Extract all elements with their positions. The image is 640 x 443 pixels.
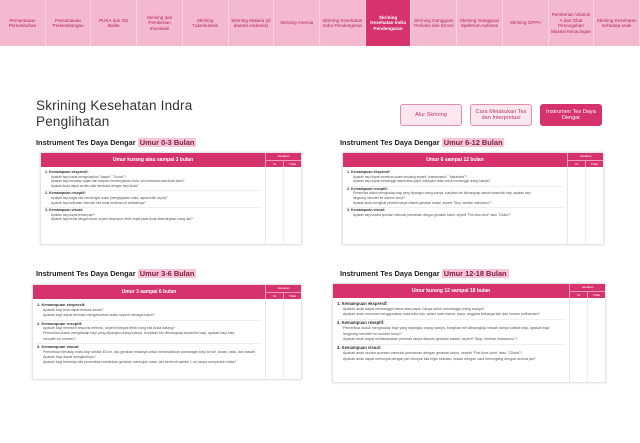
nav-item[interactable]: Skrining dan Pemberian Imunisasi bbox=[137, 0, 183, 46]
nav-item[interactable]: Skrining Tuberkulosis bbox=[183, 0, 229, 46]
question-group-title: 1. Kemampuan ekspresif: bbox=[45, 170, 89, 174]
question-group bbox=[337, 345, 565, 362]
question-list bbox=[343, 167, 567, 244]
answer-no-column[interactable] bbox=[283, 299, 301, 379]
nav-item[interactable]: Skrining Kesehatan terhadap anak bbox=[594, 0, 640, 46]
question-item: Apakah anak dapat menunjuk dengan jari telunjuk bila ingin sesuatu, bukan dengan cara memegang dengan semua jari? bbox=[343, 356, 536, 361]
nav-item[interactable]: Skrining Anemia bbox=[274, 0, 320, 46]
card-header bbox=[343, 153, 603, 167]
question-item: Apakah anak secara spontan memulai permainan dengan gerakan tubuh, seperti "Pok Ame-Ame" atau "Ciluba"? bbox=[343, 351, 523, 356]
question-group bbox=[45, 208, 261, 222]
age-range-header: Umur kurang atau sampai 3 bulan bbox=[41, 153, 265, 167]
question-item: Apakah bayi secara spontan memulai permainan dengan gerakan tubuh, seperti "Pok Ame-Ame" atau "Ciluba"? bbox=[353, 212, 511, 217]
question-group bbox=[37, 321, 261, 342]
question-item: Apakah bayi dapat memanggil mama atau papa, walaupun tidak untuk memanggil orang tuanya? bbox=[353, 179, 491, 184]
nav-item[interactable]: Skrining GPPH bbox=[503, 0, 549, 46]
question-group-title: 3. Kemampuan visual: bbox=[347, 207, 385, 212]
content-tabs bbox=[400, 104, 602, 126]
tab-instrumen-tes-daya-dengar[interactable]: Instrumen Tes Daya Dengar bbox=[540, 104, 602, 126]
question-item: Apakah Anda dapat seolah-olah berbicara dengan bayi Anda? bbox=[51, 183, 139, 188]
question-group-title: 1. Kemampuan ekspresif: bbox=[37, 302, 86, 307]
instrument-card-12-18 bbox=[332, 283, 606, 383]
instrument-card-3-6 bbox=[32, 284, 302, 380]
question-group-title: 3. Kemampuan visual: bbox=[37, 344, 80, 350]
tab-alur-skrining[interactable]: Alur Skrining bbox=[400, 104, 462, 126]
question-item: Pemeriksa duduk menghadap bayi yang dipangku orang tuanya, bunyikan bel dibuangkap bawah tampa kelihat bayi, apakah bayi bbox=[343, 326, 550, 331]
question-group bbox=[347, 208, 563, 217]
nav-item[interactable]: Skrining Gangguan Spektrum Autisme bbox=[457, 0, 503, 46]
top-navigation bbox=[0, 0, 640, 46]
age-range-header: Umur kurang 12 sampai 18 bulan bbox=[333, 284, 569, 298]
answer-columns-header bbox=[569, 284, 605, 298]
question-item: Pemeriksa duduk menghadap bayi yang dipangku orang tuanya, bunyikan bel dibuangkap kanan/kiri bayi, apakah bayi bisa bbox=[43, 331, 235, 336]
answer-yes-column[interactable] bbox=[266, 167, 283, 244]
nav-item[interactable]: Skrining Malaria (di daerah endemis) bbox=[229, 0, 275, 46]
card-header bbox=[333, 284, 605, 298]
question-group bbox=[45, 170, 261, 189]
question-group-title: 2. Kemampuan reseptif: bbox=[347, 186, 388, 191]
question-group bbox=[37, 344, 261, 365]
card-header bbox=[41, 153, 301, 167]
question-item: Apakah bayi menatap wajah dan tampak mendengarkan Anda, lalu berbicara saat Anda diam? bbox=[51, 179, 185, 184]
answer-no-column[interactable] bbox=[283, 167, 301, 244]
question-group-title: 1. Kemampuan ekspresif: bbox=[337, 301, 388, 306]
section-title-text: Instrument Tes Daya Dengar bbox=[36, 138, 136, 147]
question-group bbox=[347, 170, 563, 184]
nav-item[interactable]: Skrining Kesehatan Indra Pendengaran bbox=[366, 0, 412, 46]
answer-header: Jawaban bbox=[266, 153, 301, 161]
answer-columns bbox=[569, 298, 605, 382]
tab-cara-melakukan-tes[interactable]: Cara Melakukan Tes dan Interpretasi bbox=[470, 104, 532, 126]
question-item: Apakah bayi bisa dapat tertawa keras? bbox=[43, 307, 104, 312]
answer-no-header: Tidak bbox=[283, 293, 301, 300]
question-item: Apakah bayi dapat mengikutinya? bbox=[43, 355, 96, 360]
answer-columns-header bbox=[567, 153, 603, 167]
question-list bbox=[33, 299, 265, 379]
instrument-card-0-3 bbox=[40, 152, 302, 245]
section-title-12-18 bbox=[340, 269, 509, 278]
answer-yes-header: Ya bbox=[272, 161, 277, 166]
question-item: Apakah bayi berkedip bila pemeriksa melakukan gerakan menunjuk mata, lalu berhenti sekitar 1 cm tanpa menyentuh mata? bbox=[43, 360, 237, 365]
answer-header: Jawaban bbox=[570, 284, 605, 292]
instrument-card-6-12 bbox=[342, 152, 604, 245]
question-item: Apakah bayi kenal dengan Anda, seperti tersenyum lebih cepat pada Anda dibandingkan orang lain? bbox=[51, 217, 193, 222]
question-item: langsung menoleh ke sumber bunyi? bbox=[353, 195, 406, 200]
question-item: menoleh ke sumber? bbox=[43, 336, 76, 341]
answer-columns-header bbox=[265, 153, 301, 167]
answer-yes-header: Ya bbox=[576, 292, 581, 297]
answer-columns bbox=[265, 299, 301, 379]
section-title-age: Umur 6-12 Bulan bbox=[443, 138, 503, 147]
page-title-line-2: Penglihatan bbox=[36, 114, 110, 129]
question-item: Apakah bayi dapat membuat suara berulang seperti "mamamama", "babababa"? bbox=[353, 174, 468, 179]
question-group-title: 1. Kemampuan ekspresif: bbox=[347, 170, 391, 174]
nav-item[interactable]: Skrining Gangguan Perilaku dan Emosi bbox=[411, 0, 457, 46]
question-item: Apakah anak mengikuti perintah tanpa dibantu gerakan badan, seperti "Stop, berikan mainanmu"? bbox=[353, 200, 492, 205]
question-item: Apakah bayi kelihatan menoleh bila Anda berbicara di sebelahnya? bbox=[51, 200, 146, 205]
answer-no-header: Tidak bbox=[283, 161, 301, 168]
question-item: Apakah bayi dapat tersenyum? bbox=[51, 212, 95, 217]
age-range-header: Umur 6 sampai 12 bulan bbox=[343, 153, 567, 167]
answer-no-header: Tidak bbox=[587, 292, 605, 299]
section-title-3-6 bbox=[36, 269, 196, 278]
section-title-age: Umur 12-18 Bulan bbox=[443, 269, 507, 278]
page-title-line-1: Skrining Kesehatan Indra bbox=[36, 98, 193, 113]
question-group bbox=[45, 191, 261, 205]
answer-header: Jawaban bbox=[266, 285, 301, 293]
question-item: Apakah bayi dapat mengeluarkan "Aaaah", "Ooooh"? bbox=[51, 174, 127, 179]
question-group bbox=[37, 302, 261, 318]
nav-item[interactable]: Pemantauan Pertumbuhan bbox=[0, 0, 46, 46]
answer-no-header: Tidak bbox=[585, 161, 603, 168]
nav-item[interactable]: Pemantauan Perkembangan bbox=[46, 0, 92, 46]
question-item: Apakah anak dapat melaksanakan perintah tanpa dibantu gerakan badan, seperti "Stop, berikan mainanmu"? bbox=[343, 337, 518, 342]
question-group-title: 3. Kemampuan visual: bbox=[337, 345, 382, 351]
question-group bbox=[347, 187, 563, 206]
question-group-title: 2. Kemampuan reseptif: bbox=[337, 320, 385, 326]
question-item: Apakah anak dapat memanggil mama atau papa, hanya untuk memanggil orang tuanya? bbox=[343, 307, 485, 311]
nav-item[interactable]: Skrining Kesehatan Indra Pendengaran bbox=[320, 0, 366, 46]
question-group-title: 2. Kemampuan reseptif: bbox=[45, 191, 86, 196]
answer-columns-header bbox=[265, 285, 301, 299]
answer-columns bbox=[265, 167, 301, 244]
card-header bbox=[33, 285, 301, 299]
section-title-age: Umur 3-6 Bulan bbox=[139, 269, 195, 278]
section-title-6-12 bbox=[340, 138, 504, 147]
answer-yes-column[interactable] bbox=[266, 299, 283, 379]
question-item: Apakah bayi kaget bila mendengar suara (mengejapkan mata, napas lebih cepat)? bbox=[51, 195, 168, 200]
section-title-0-3 bbox=[36, 138, 196, 147]
question-item: Apakah bayi memberi respons tertentu, seperti menjadi lebih riang bila Anda datang? bbox=[43, 326, 175, 331]
answer-yes-header: Ya bbox=[574, 161, 579, 166]
nav-item[interactable]: PUKA dan Giz Balita bbox=[91, 0, 137, 46]
page-title bbox=[36, 98, 192, 130]
age-range-header: Umur 3 sampai 6 bulan bbox=[33, 285, 265, 299]
question-item: Pemeriksa menatap mata bayi sekitar 45 cm, lalu gerakan matanya untuk memindahkan pandangan bayi ke kiri, kanan, atas, dan bawah bbox=[43, 349, 256, 354]
question-group-title: 3. Kemampuan visual: bbox=[45, 207, 83, 212]
question-group bbox=[337, 301, 565, 318]
nav-item[interactable]: Pemberian Vitamin A dan Obat Pencegahan Massal Kecacingan bbox=[549, 0, 595, 46]
question-item: Apakah bayi dapat bermain mengeluarkan suatu seperti menaga balon? bbox=[43, 312, 155, 317]
answer-yes-header: Ya bbox=[272, 293, 277, 298]
answer-yes-column[interactable] bbox=[568, 167, 585, 244]
question-list bbox=[41, 167, 265, 244]
question-item: Pemeriksa duduk menghadap bayi yang dipangku orang tuanya, bunyikan bel dibuangkap bawah kanan/kiri bayi, apakah bayi bbox=[353, 191, 531, 196]
section-title-age: Umur 0-3 Bulan bbox=[139, 138, 195, 147]
question-group bbox=[337, 320, 565, 342]
answer-header: Jawaban bbox=[568, 153, 603, 161]
section-title-text: Instrument Tes Daya Dengar bbox=[340, 269, 440, 278]
question-group-title: 2. Kemampuan reseptif: bbox=[37, 320, 83, 326]
section-title-text: Instrument Tes Daya Dengar bbox=[36, 269, 136, 278]
answer-no-column[interactable] bbox=[587, 298, 605, 382]
question-item: Apakah anak memulai menggunakan kata-kata lain, selain kata mama, papa, anggota keluarga lain dan hewan peliharaan? bbox=[343, 312, 540, 317]
answer-no-column[interactable] bbox=[585, 167, 603, 244]
question-item: langsung menoleh ke sumber bunyi? bbox=[343, 331, 402, 336]
answer-columns bbox=[567, 167, 603, 244]
question-list bbox=[333, 298, 569, 382]
answer-yes-column[interactable] bbox=[570, 298, 587, 382]
section-title-text: Instrument Tes Daya Dengar bbox=[340, 138, 440, 147]
